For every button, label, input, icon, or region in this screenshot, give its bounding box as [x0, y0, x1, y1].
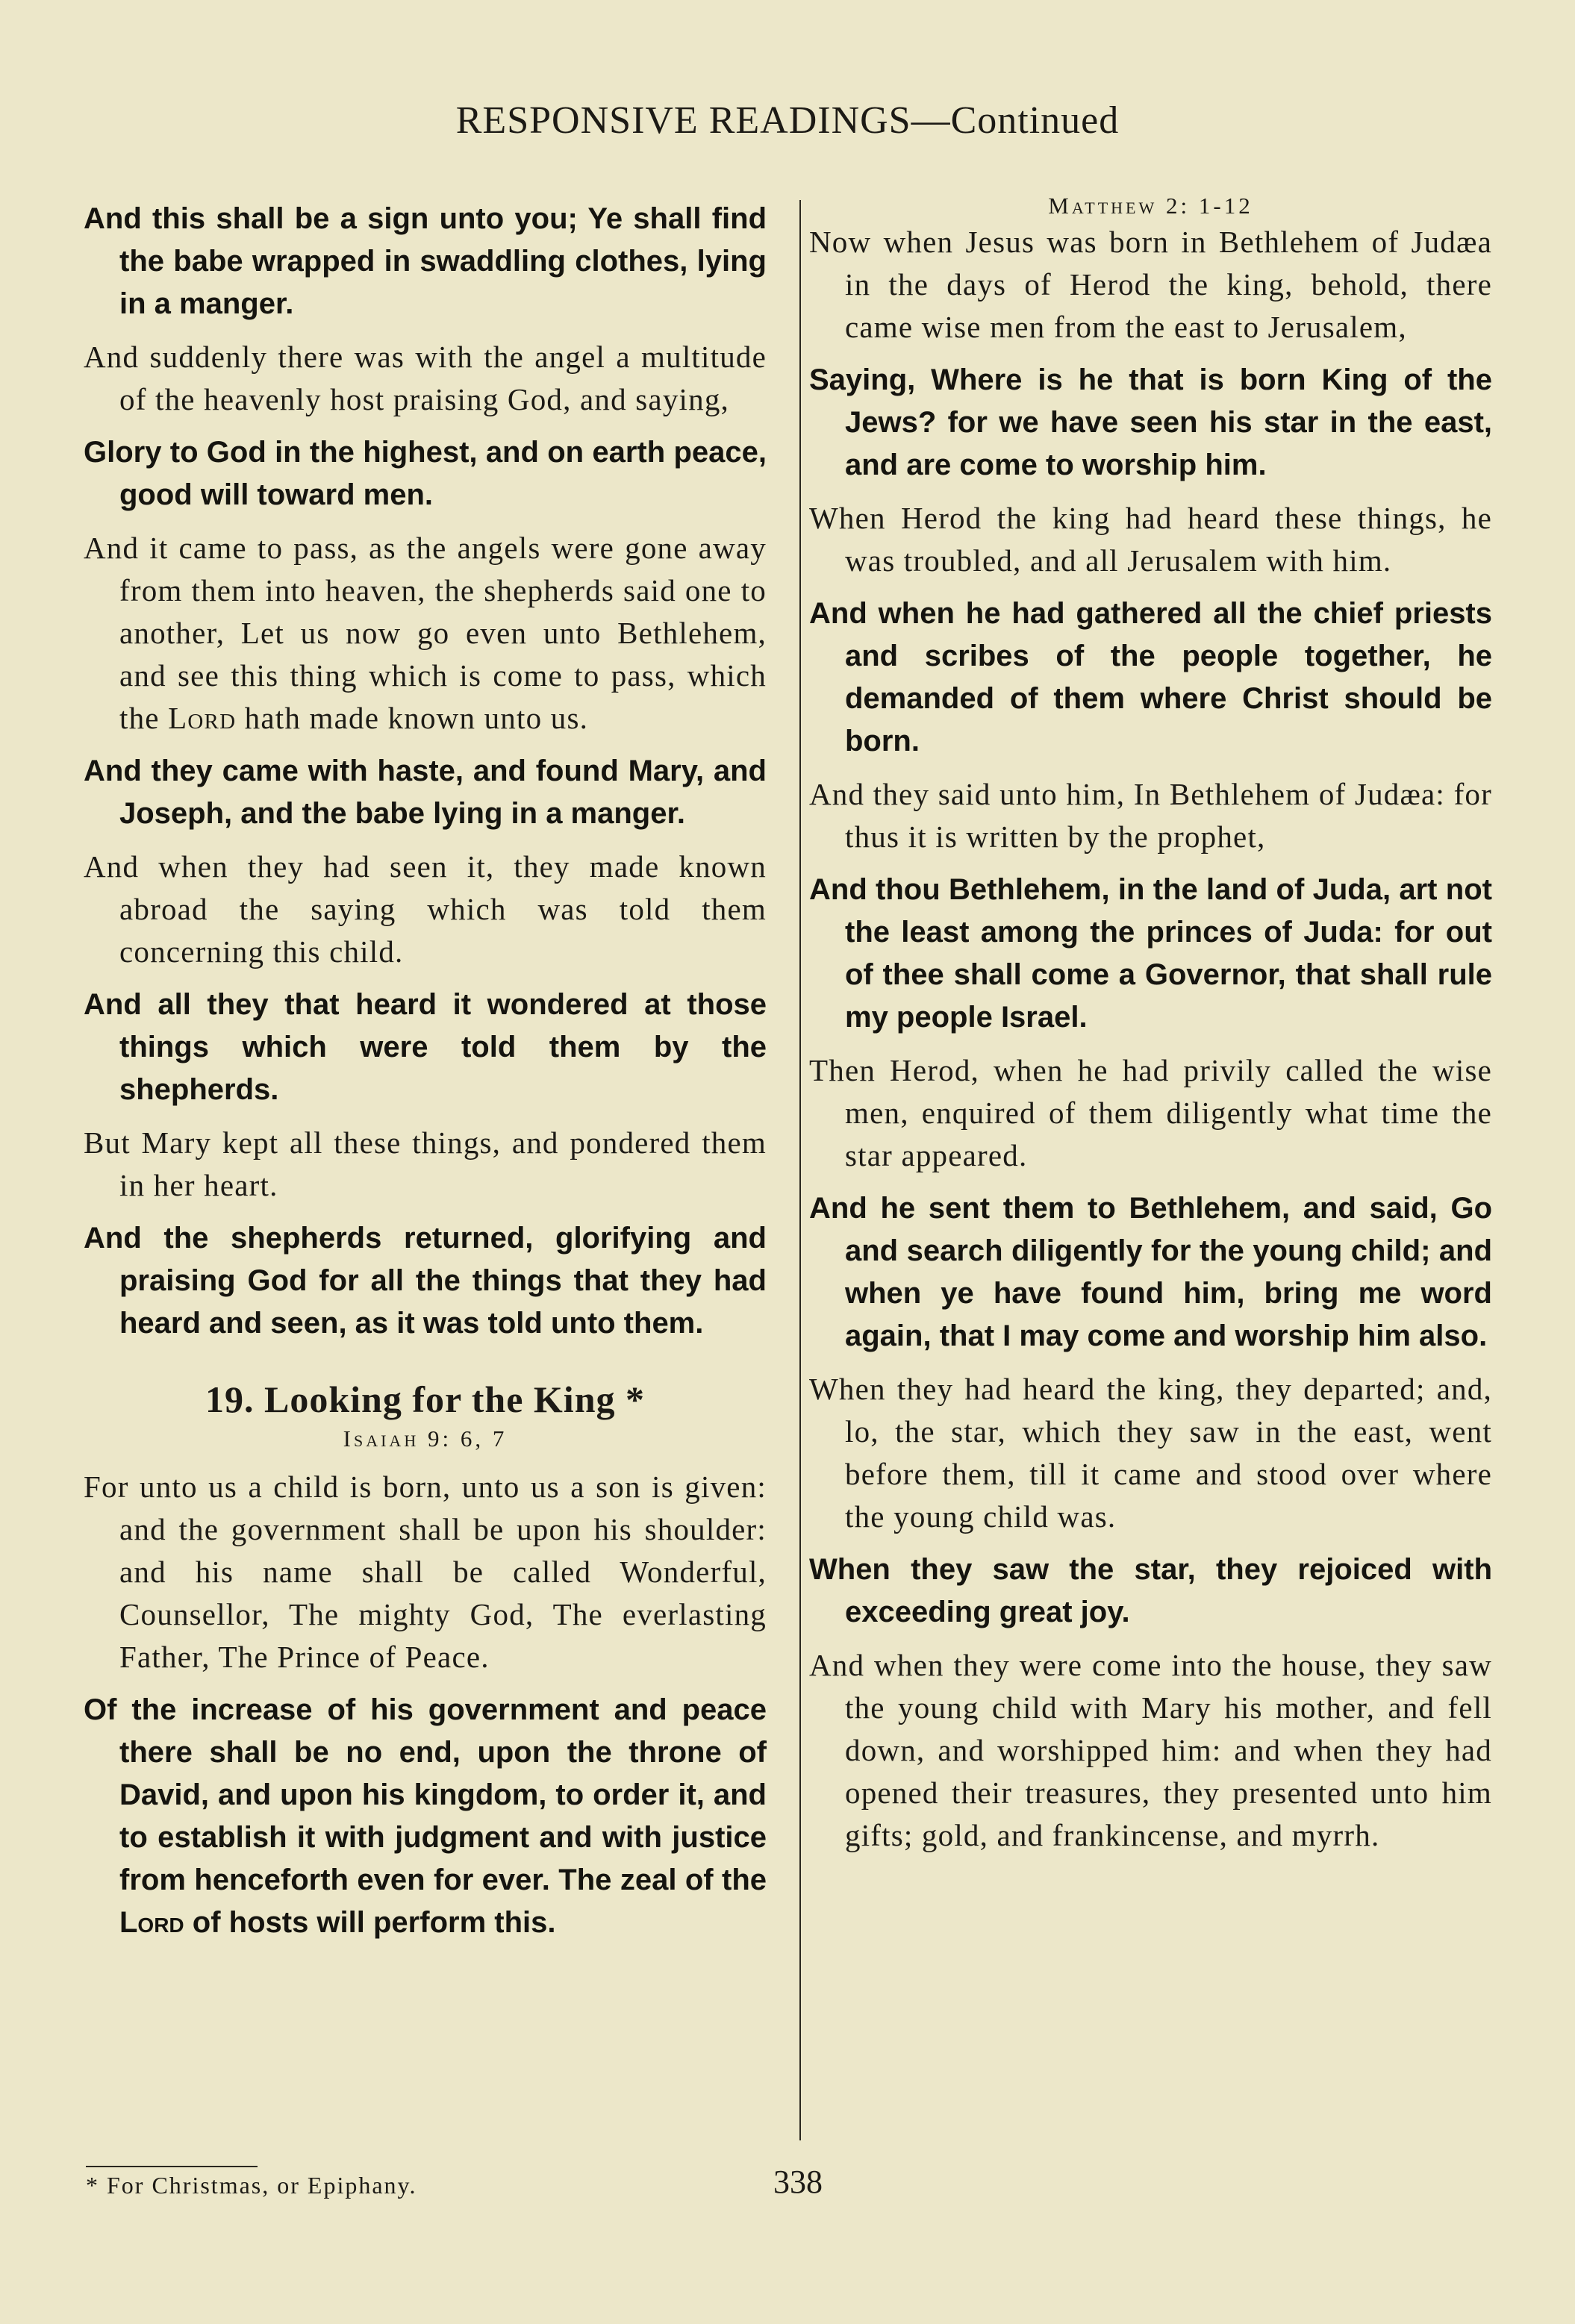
reading-congregation: And they came with haste, and found Mary, and Joseph, and the babe lying in a manger. — [84, 755, 767, 830]
reading-minister: And when they were come into the house, they saw the young child with Mary his mother, and fell down, and worshipped him: and when they had opened their treasures, they presented unto him gifts; gold, and frankincense, and myrrh. — [809, 1648, 1492, 1852]
column-divider — [799, 200, 801, 2140]
reading-congregation: And the shepherds returned, glorifying and praising God for all the things that they had heard and seen, as it was told unto them. — [84, 1222, 767, 1340]
reading-congregation: Glory to God in the highest, and on earth peace, good will toward men. — [84, 436, 767, 511]
reading-minister: Then Herod, when he had privily called the wise men, enquired of them diligently what time the star appeared. — [809, 1053, 1492, 1172]
reading-minister: And suddenly there was with the angel a multitude of the heavenly host praising God, and saying, — [84, 340, 767, 416]
reading-congregation: When they saw the star, they rejoiced with exceeding great joy. — [809, 1553, 1492, 1628]
left-column — [84, 198, 767, 1955]
reading-text: And it came to pass, as the angels were gone away from them into heaven, the shepherds said one to another, Let us now go even unto Bethlehem, and see this thing which is come to pass, which the — [84, 531, 767, 735]
reading-text: of hosts will perform this. — [184, 1906, 556, 1939]
footnote: * For Christmas, or Epiphany. — [86, 2172, 417, 2199]
right-column — [809, 193, 1492, 1867]
reading-text: Of the increase of his government and peace there shall be no end, upon the throne of David, and upon his kingdom, to order it, and to establish it with judgment and with justice from henceforth even for ever. The zeal of the — [84, 1693, 767, 1896]
section-title: 19. Looking for the King * — [205, 1378, 646, 1420]
lord-small-caps: Lord — [168, 701, 237, 735]
reading-congregation — [84, 1689, 767, 1944]
reading-congregation: And this shall be a sign unto you; Ye shall find the babe wrapped in swaddling clothes, lying in a manger. — [84, 202, 767, 320]
reading-text: hath made known unto us. — [236, 701, 589, 735]
reading-congregation: And he sent them to Bethlehem, and said, Go and search diligently for the young child; and when ye have found him, bring me word again, that I may come and worship him also. — [809, 1192, 1492, 1352]
reading-congregation: Saying, Where is he that is born King of the Jews? for we have seen his star in the east, and are come to worship him. — [809, 363, 1492, 481]
page-number: 338 — [773, 2164, 823, 2200]
reading-congregation: And thou Bethlehem, in the land of Juda, art not the least among the princes of Juda: for out of thee shall come a Governor, that shall rule my people Israel. — [809, 873, 1492, 1034]
lord-small-caps: Lord — [119, 1906, 184, 1939]
scripture-citation: Isaiah 9: 6, 7 — [343, 1425, 508, 1452]
footnote-rule — [86, 2166, 258, 2167]
reading-minister: Now when Jesus was born in Bethlehem of Judæa in the days of Herod the king, behold, there came wise men from the east to Jerusalem, — [809, 225, 1492, 344]
reading-minister — [84, 527, 767, 740]
page-header: RESPONSIVE READINGS—Continued — [455, 99, 1120, 142]
reading-minister: When Herod the king had heard these things, he was troubled, and all Jerusalem with him. — [809, 501, 1492, 578]
reading-minister: For unto us a child is born, unto us a son is given: and the government shall be upon his shoulder: and his name shall be called Wonderful, Counsellor, The mighty God, The everlasting Father, The Prince of Peace. — [84, 1469, 767, 1674]
scripture-citation: Matthew 2: 1-12 — [1048, 193, 1253, 219]
reading-congregation: And when he had gathered all the chief priests and scribes of the people together, he demanded of them where Christ should be born. — [809, 597, 1492, 758]
reading-minister: But Mary kept all these things, and pondered them in her heart. — [84, 1125, 767, 1202]
reading-minister: And when they had seen it, they made known abroad the saying which was told them concerning this child. — [84, 849, 767, 969]
reading-congregation: And all they that heard it wondered at those things which were told them by the shepherds. — [84, 988, 767, 1106]
reading-minister: And they said unto him, In Bethlehem of Judæa: for thus it is written by the prophet, — [809, 777, 1492, 854]
reading-minister: When they had heard the king, they departed; and, lo, the star, which they saw in the east, went before them, till it came and stood over where the young child was. — [809, 1372, 1492, 1534]
